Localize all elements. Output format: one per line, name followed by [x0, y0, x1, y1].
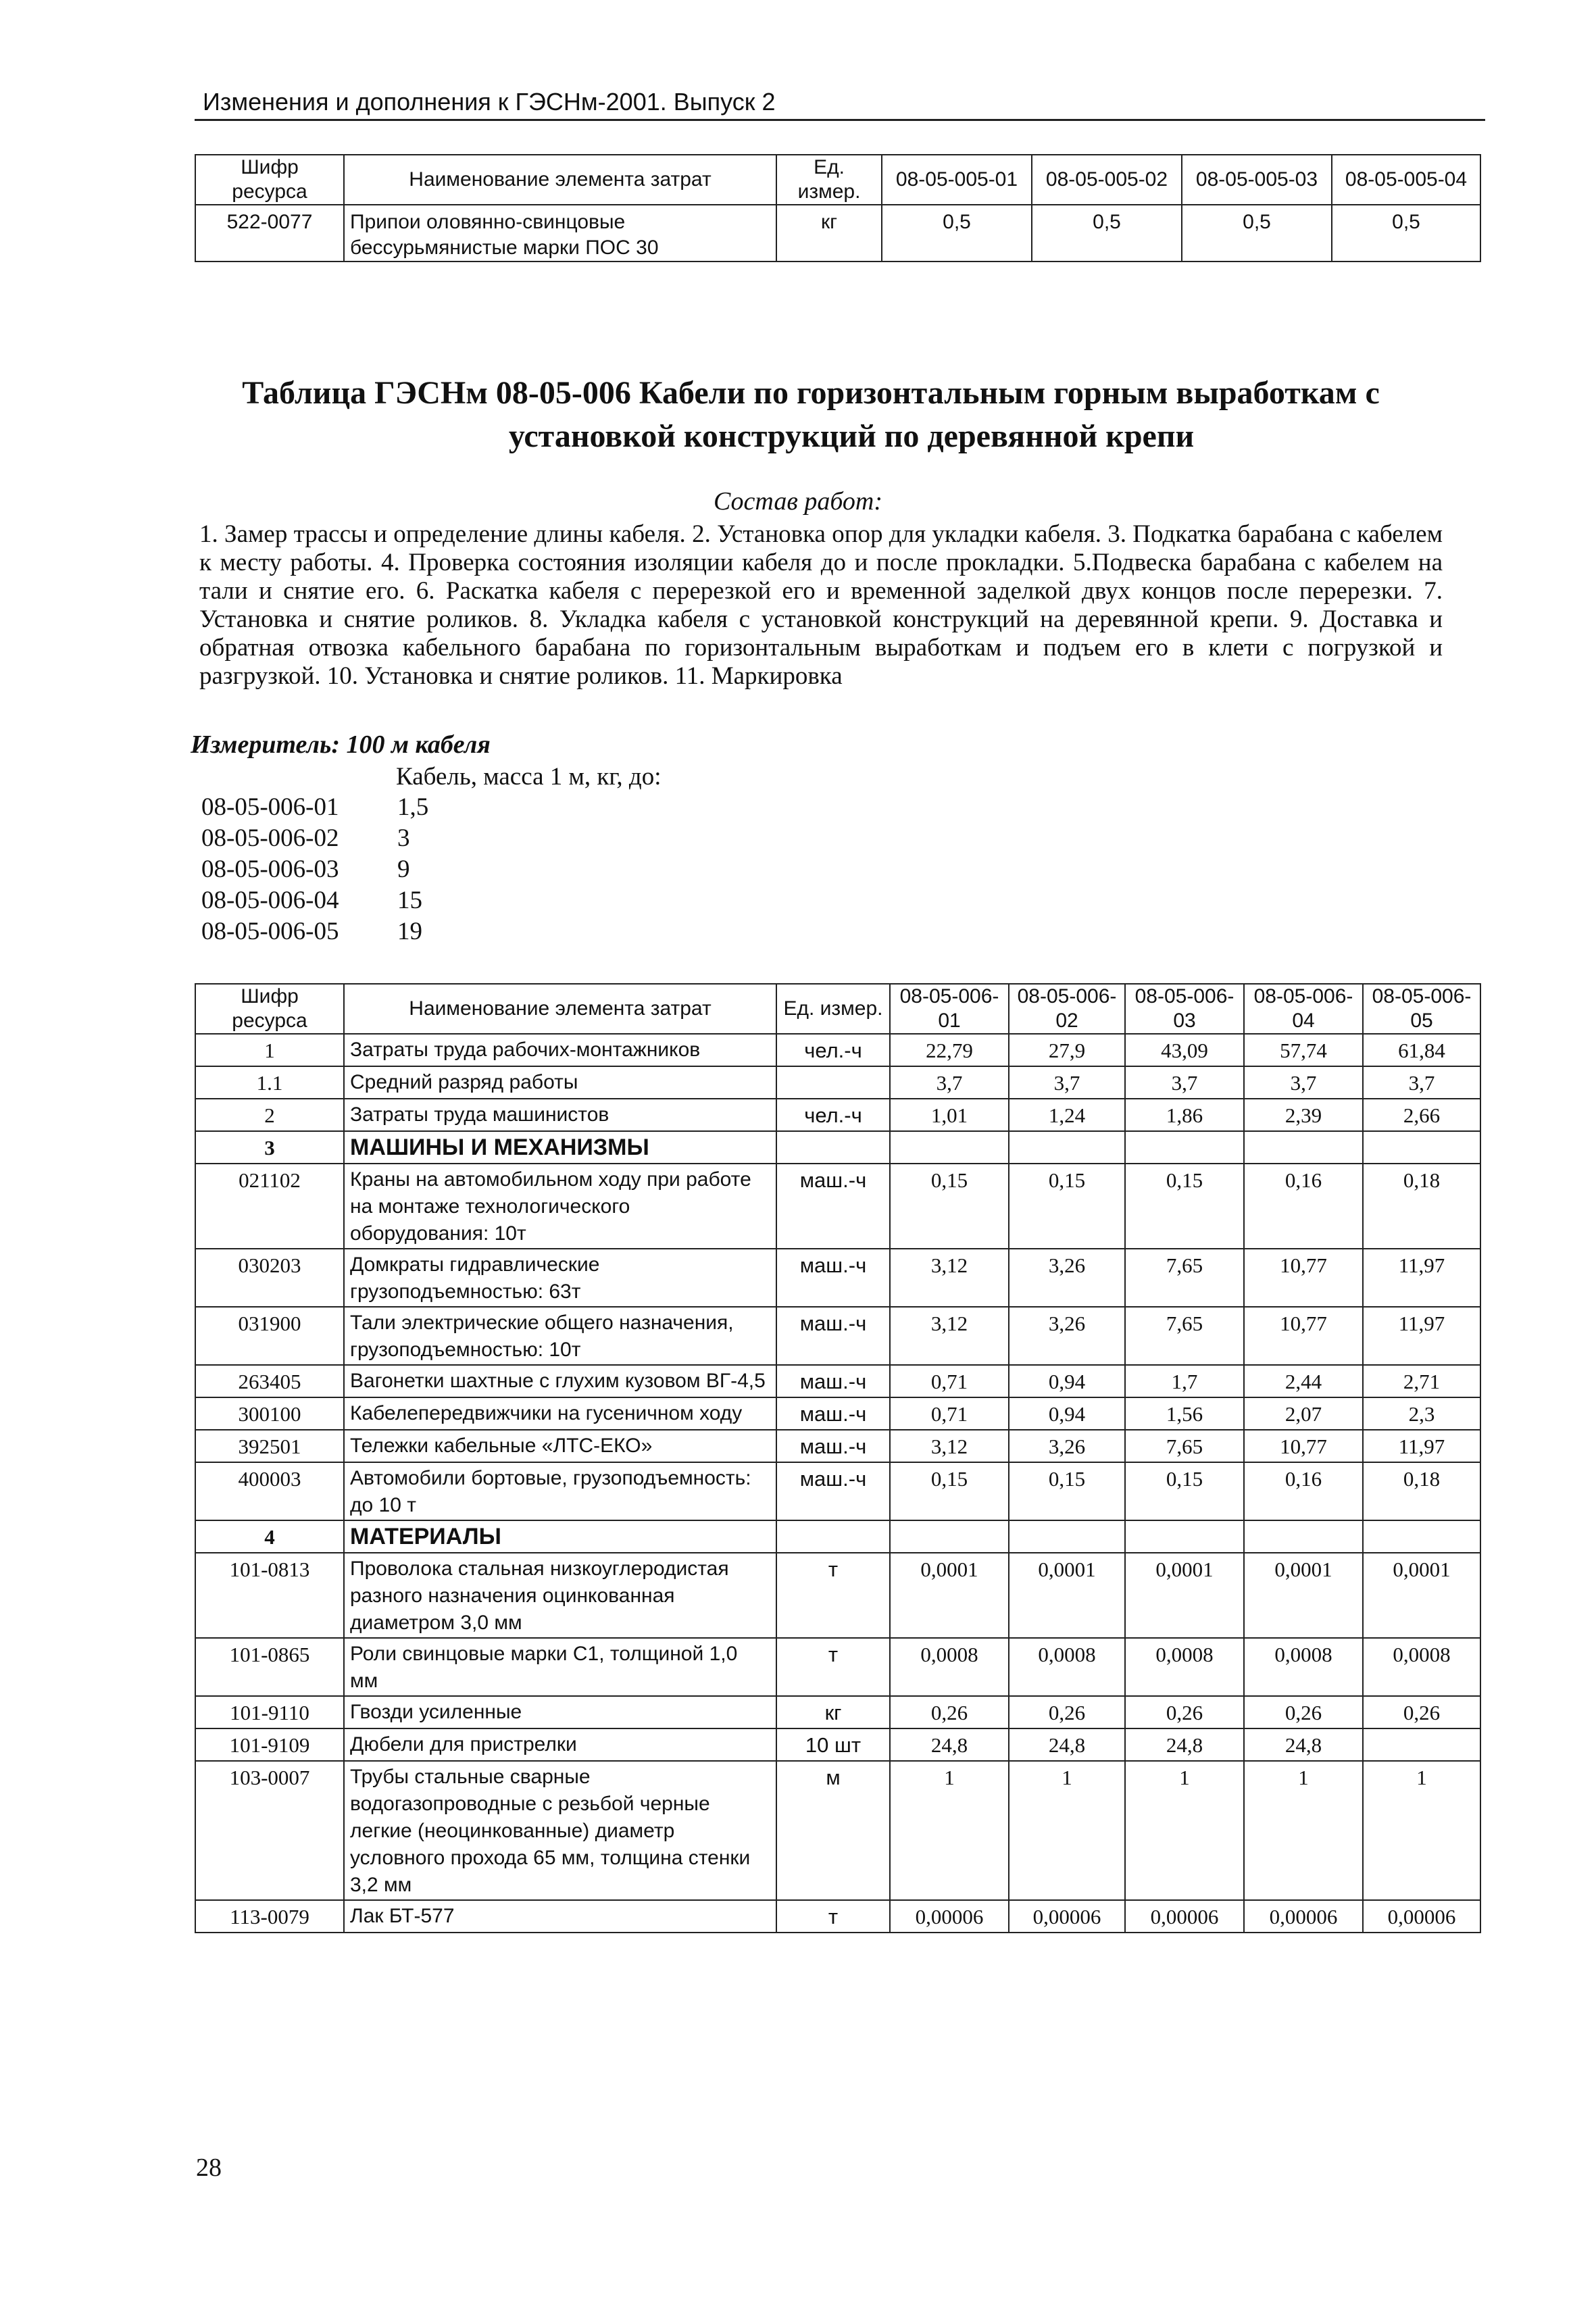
resource-value: 0,15 — [890, 1164, 1009, 1249]
cable-mass: 1,5 — [397, 793, 429, 821]
resource-value: 0,0001 — [890, 1553, 1009, 1638]
header-cell: 08-05-005-04 — [1332, 155, 1480, 205]
resource-value: 0,15 — [1009, 1164, 1125, 1249]
table-cell: 522-0077 — [195, 205, 344, 262]
resource-value: 7,65 — [1125, 1249, 1244, 1307]
header-cell: 08-05-005-01 — [882, 155, 1032, 205]
resource-code: 392501 — [195, 1430, 344, 1462]
cable-mass: 3 — [397, 824, 410, 852]
cable-list-item — [201, 916, 428, 947]
resource-value: 0,26 — [1009, 1696, 1125, 1728]
resource-name: Роли свинцовые марки С1, толщиной 1,0 мм — [344, 1638, 776, 1696]
resource-name: Лак БТ-577 — [344, 1900, 776, 1933]
resource-value: 2,66 — [1363, 1099, 1480, 1131]
resource-code: 4 — [195, 1520, 344, 1553]
meter-line: Измеритель: 100 м кабеля — [191, 730, 491, 759]
cable-list — [201, 792, 428, 947]
resource-value — [1244, 1520, 1363, 1553]
resource-unit — [776, 1520, 890, 1553]
resource-value: 10,77 — [1244, 1307, 1363, 1365]
resource-value: 3,7 — [1125, 1066, 1244, 1099]
cable-list-item — [201, 823, 428, 854]
resource-unit: маш.-ч — [776, 1462, 890, 1520]
resource-value: 0,94 — [1009, 1365, 1125, 1397]
resource-table-header — [195, 984, 1480, 1034]
resource-code: 300100 — [195, 1397, 344, 1430]
resource-code: 101-9110 — [195, 1696, 344, 1728]
resource-value — [1009, 1520, 1125, 1553]
table-cell: 0,5 — [1182, 205, 1332, 262]
header-cell: 08-05-005-03 — [1182, 155, 1332, 205]
header-cell: 08-05-006-02 — [1009, 984, 1125, 1034]
table-row — [195, 1307, 1480, 1365]
table-row — [195, 1638, 1480, 1696]
resource-code: 101-0865 — [195, 1638, 344, 1696]
resource-code: 031900 — [195, 1307, 344, 1365]
resource-value: 0,26 — [1125, 1696, 1244, 1728]
resource-code: 263405 — [195, 1365, 344, 1397]
resource-unit — [776, 1066, 890, 1099]
resource-value: 11,97 — [1363, 1249, 1480, 1307]
cable-code: 08-05-006-04 — [201, 887, 339, 914]
resource-unit: маш.-ч — [776, 1164, 890, 1249]
resource-value: 10,77 — [1244, 1249, 1363, 1307]
resource-name: Гвозди усиленные — [344, 1696, 776, 1728]
resource-value: 0,00006 — [1363, 1900, 1480, 1933]
cable-list-item — [201, 792, 428, 823]
resource-value: 1 — [1125, 1761, 1244, 1900]
resource-value: 3,12 — [890, 1430, 1009, 1462]
resource-value: 3,12 — [890, 1307, 1009, 1365]
table-cell: 0,5 — [1032, 205, 1182, 262]
resource-name: Дюбели для пристрелки — [344, 1728, 776, 1761]
section-title-line-2: установкой конструкций по деревянной крепи — [508, 418, 1195, 454]
section-row — [195, 1520, 1480, 1553]
resource-value: 11,97 — [1363, 1430, 1480, 1462]
resource-value: 0,0008 — [1009, 1638, 1125, 1696]
header-cell: Ед. измер. — [776, 155, 882, 205]
resource-value: 1 — [1009, 1761, 1125, 1900]
resource-table-body — [195, 1034, 1480, 1933]
header-cell: 08-05-006-04 — [1244, 984, 1363, 1034]
resource-value — [1125, 1131, 1244, 1164]
resource-value: 3,7 — [890, 1066, 1009, 1099]
resource-unit: 10 шт — [776, 1728, 890, 1761]
header-cell: 08-05-006-03 — [1125, 984, 1244, 1034]
header-cell: Наименование элемента затрат — [344, 155, 776, 205]
resource-value — [1363, 1131, 1480, 1164]
resource-value: 11,97 — [1363, 1307, 1480, 1365]
resource-table — [195, 983, 1481, 1933]
resource-code: 2 — [195, 1099, 344, 1131]
resource-value: 3,12 — [890, 1249, 1009, 1307]
resource-value: 0,0008 — [890, 1638, 1009, 1696]
cable-mass: 15 — [397, 887, 422, 914]
resource-value — [890, 1131, 1009, 1164]
resource-value: 24,8 — [1009, 1728, 1125, 1761]
resource-name: МАТЕРИАЛЫ — [344, 1520, 776, 1553]
table-row — [195, 1728, 1480, 1761]
resource-value — [1009, 1131, 1125, 1164]
resource-name: Домкраты гидравлические грузоподъемностью: 63т — [344, 1249, 776, 1307]
resource-value: 0,00006 — [890, 1900, 1009, 1933]
composition-heading: Состав работ: — [713, 487, 883, 516]
resource-value: 0,18 — [1363, 1164, 1480, 1249]
resource-code: 3 — [195, 1131, 344, 1164]
cable-caption: Кабель, масса 1 м, кг, до: — [396, 763, 662, 791]
resource-unit: маш.-ч — [776, 1365, 890, 1397]
resource-value: 1 — [890, 1761, 1009, 1900]
resource-value: 0,00006 — [1244, 1900, 1363, 1933]
header-cell: 08-05-006-01 — [890, 984, 1009, 1034]
resource-value: 7,65 — [1125, 1430, 1244, 1462]
header-cell: Наименование элемента затрат — [344, 984, 776, 1034]
resource-value — [1363, 1728, 1480, 1761]
resource-value: 3,7 — [1244, 1066, 1363, 1099]
resource-code: 021102 — [195, 1164, 344, 1249]
resource-value: 0,0008 — [1244, 1638, 1363, 1696]
resource-code: 101-0813 — [195, 1553, 344, 1638]
header-rule — [195, 119, 1485, 121]
resource-value: 1,56 — [1125, 1397, 1244, 1430]
header-cell: Ед. измер. — [776, 984, 890, 1034]
resource-value: 0,0001 — [1363, 1553, 1480, 1638]
resource-name: Средний разряд работы — [344, 1066, 776, 1099]
resource-value: 0,16 — [1244, 1164, 1363, 1249]
running-header: Изменения и дополнения к ГЭСНм-2001. Выпуск 2 — [203, 88, 776, 116]
table-row — [195, 1462, 1480, 1520]
resource-name: Автомобили бортовые, грузоподъемность: до 10 т — [344, 1462, 776, 1520]
table-row — [195, 1761, 1480, 1900]
resource-value: 3,26 — [1009, 1430, 1125, 1462]
resource-value: 1,86 — [1125, 1099, 1244, 1131]
resource-value: 1,24 — [1009, 1099, 1125, 1131]
resource-value: 0,16 — [1244, 1462, 1363, 1520]
resource-unit: маш.-ч — [776, 1307, 890, 1365]
resource-value: 43,09 — [1125, 1034, 1244, 1066]
resource-value: 0,15 — [890, 1462, 1009, 1520]
resource-value: 0,26 — [1363, 1696, 1480, 1728]
resource-unit: маш.-ч — [776, 1249, 890, 1307]
resource-value: 0,00006 — [1125, 1900, 1244, 1933]
cable-list-item — [201, 854, 428, 885]
resource-unit: чел.-ч — [776, 1099, 890, 1131]
resource-name: МАШИНЫ И МЕХАНИЗМЫ — [344, 1131, 776, 1164]
table-row — [195, 1397, 1480, 1430]
resource-value: 0,0001 — [1244, 1553, 1363, 1638]
resource-value: 0,94 — [1009, 1397, 1125, 1430]
header-cell: 08-05-006-05 — [1363, 984, 1480, 1034]
composition-text: 1. Замер трассы и определение длины кабеля. 2. Установка опор для укладки кабеля. 3. Подкатка барабана с кабелем к месту работы. 4. Проверка состояния изоляции кабеля до и после прокладки. 5.Подвеска барабана с кабелем на тали и снятие его. 6. Раскатка кабеля с перерезкой его и временной заделкой двух концов после перерезки. 7. Установка и снятие роликов. 8. Укладка кабеля с установкой конструкций на деревянной крепи. 9. Доставка и обратная отвозка кабельного барабана по горизонтальным выработкам и подъем его в клети с погрузкой и разгрузкой. 10. Установка и снятие роликов. 11. Маркировка — [199, 520, 1443, 690]
resource-code: 030203 — [195, 1249, 344, 1307]
resource-unit: т — [776, 1638, 890, 1696]
table-row — [195, 1066, 1480, 1099]
resource-value: 0,00006 — [1009, 1900, 1125, 1933]
resource-unit: м — [776, 1761, 890, 1900]
resource-code: 400003 — [195, 1462, 344, 1520]
resource-value: 1,7 — [1125, 1365, 1244, 1397]
resource-value: 22,79 — [890, 1034, 1009, 1066]
resource-value: 0,26 — [890, 1696, 1009, 1728]
resource-value: 7,65 — [1125, 1307, 1244, 1365]
section-title — [176, 372, 1446, 458]
resource-value: 1 — [1244, 1761, 1363, 1900]
table-cell: 0,5 — [1332, 205, 1480, 262]
header-cell: 08-05-005-02 — [1032, 155, 1182, 205]
resource-value: 0,71 — [890, 1397, 1009, 1430]
resource-value — [1244, 1131, 1363, 1164]
resource-code: 103-0007 — [195, 1761, 344, 1900]
table-row — [195, 1430, 1480, 1462]
resource-value: 2,44 — [1244, 1365, 1363, 1397]
resource-value: 2,07 — [1244, 1397, 1363, 1430]
resource-code: 1 — [195, 1034, 344, 1066]
resource-unit: маш.-ч — [776, 1430, 890, 1462]
resource-value: 2,3 — [1363, 1397, 1480, 1430]
cable-code: 08-05-006-02 — [201, 824, 339, 852]
resource-value — [890, 1520, 1009, 1553]
resource-code: 113-0079 — [195, 1900, 344, 1933]
table-cell: 0,5 — [882, 205, 1032, 262]
resource-code: 101-9109 — [195, 1728, 344, 1761]
resource-unit: кг — [776, 1696, 890, 1728]
top-table-body — [195, 205, 1480, 262]
resource-name: Затраты труда машинистов — [344, 1099, 776, 1131]
resource-value: 2,71 — [1363, 1365, 1480, 1397]
table-row — [195, 1164, 1480, 1249]
table-row — [195, 1553, 1480, 1638]
resource-value: 24,8 — [1244, 1728, 1363, 1761]
resource-value: 1,01 — [890, 1099, 1009, 1131]
cable-code: 08-05-006-01 — [201, 793, 339, 821]
section-row — [195, 1131, 1480, 1164]
resource-value: 3,7 — [1363, 1066, 1480, 1099]
resource-unit: чел.-ч — [776, 1034, 890, 1066]
resource-name: Кабелепередвижчики на гусеничном ходу — [344, 1397, 776, 1430]
resource-value: 0,0001 — [1125, 1553, 1244, 1638]
table-row — [195, 1034, 1480, 1066]
top-table-header — [195, 155, 1480, 205]
resource-unit: т — [776, 1553, 890, 1638]
resource-name: Тали электрические общего назначения, грузоподъемностью: 10т — [344, 1307, 776, 1365]
resource-value: 61,84 — [1363, 1034, 1480, 1066]
resource-value: 1 — [1363, 1761, 1480, 1900]
resource-unit: т — [776, 1900, 890, 1933]
resource-value: 10,77 — [1244, 1430, 1363, 1462]
resource-value: 0,0008 — [1363, 1638, 1480, 1696]
resource-value: 2,39 — [1244, 1099, 1363, 1131]
resource-value: 0,18 — [1363, 1462, 1480, 1520]
resource-value: 3,26 — [1009, 1307, 1125, 1365]
resource-name: Проволока стальная низкоуглеродистая разного назначения оцинкованная диаметром 3,0 мм — [344, 1553, 776, 1638]
resource-value: 0,15 — [1125, 1462, 1244, 1520]
resource-value — [1363, 1520, 1480, 1553]
table-cell: Припои оловянно-свинцовые бессурьмянистые марки ПОС 30 — [344, 205, 776, 262]
resource-value: 0,0001 — [1009, 1553, 1125, 1638]
resource-name: Краны на автомобильном ходу при работе на монтаже технологического оборудования: 10т — [344, 1164, 776, 1249]
cable-code: 08-05-006-03 — [201, 855, 339, 883]
resource-value: 3,26 — [1009, 1249, 1125, 1307]
resource-value: 0,15 — [1009, 1462, 1125, 1520]
table-row — [195, 1365, 1480, 1397]
page-number: 28 — [196, 2154, 222, 2182]
resource-value: 0,15 — [1125, 1164, 1244, 1249]
table-row — [195, 1696, 1480, 1728]
resource-name: Вагонетки шахтные с глухим кузовом ВГ-4,5 — [344, 1365, 776, 1397]
table-cell: кг — [776, 205, 882, 262]
resource-name: Тележки кабельные «ЛТС-ЕКО» — [344, 1430, 776, 1462]
table-row — [195, 205, 1480, 262]
resource-value: 57,74 — [1244, 1034, 1363, 1066]
resource-value: 0,71 — [890, 1365, 1009, 1397]
cable-code: 08-05-006-05 — [201, 918, 339, 945]
cable-mass: 9 — [397, 855, 410, 883]
top-resource-table — [195, 154, 1481, 262]
resource-value — [1125, 1520, 1244, 1553]
resource-code: 1.1 — [195, 1066, 344, 1099]
resource-name: Затраты труда рабочих-монтажников — [344, 1034, 776, 1066]
cable-mass: 19 — [397, 918, 422, 945]
resource-value: 0,0008 — [1125, 1638, 1244, 1696]
resource-value: 0,26 — [1244, 1696, 1363, 1728]
resource-name: Трубы стальные сварные водогазопроводные с резьбой черные легкие (неоцинкованные) диаметр условного прохода 65 мм, толщина стенки 3,2 мм — [344, 1761, 776, 1900]
table-row — [195, 1900, 1480, 1933]
section-title-line-1: Таблица ГЭСНм 08-05-006 Кабели по горизонтальным горным выработкам с — [242, 375, 1380, 411]
resource-unit — [776, 1131, 890, 1164]
table-row — [195, 1099, 1480, 1131]
table-row — [195, 1249, 1480, 1307]
header-cell: Шифр ресурса — [195, 155, 344, 205]
resource-value: 27,9 — [1009, 1034, 1125, 1066]
resource-unit: маш.-ч — [776, 1397, 890, 1430]
resource-value: 24,8 — [1125, 1728, 1244, 1761]
header-cell: Шифр ресурса — [195, 984, 344, 1034]
resource-value: 3,7 — [1009, 1066, 1125, 1099]
resource-value: 24,8 — [890, 1728, 1009, 1761]
cable-list-item — [201, 885, 428, 916]
